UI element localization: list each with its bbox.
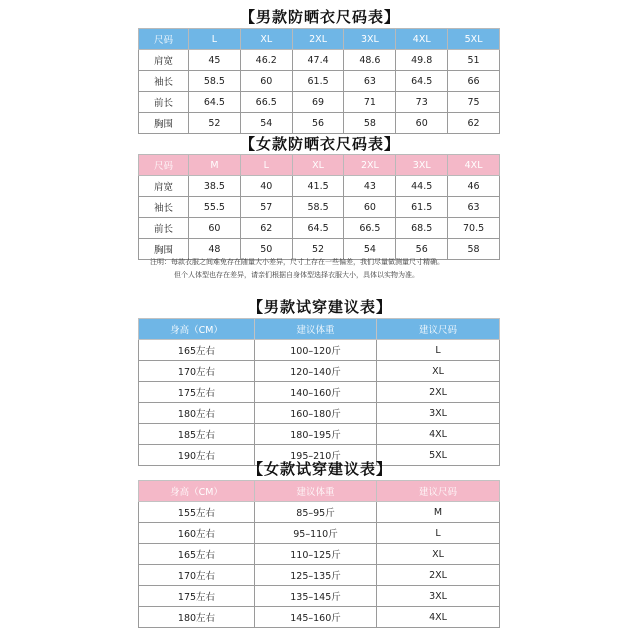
table-cell: 160左右 [139,523,255,544]
men-size-title: 【男款防晒衣尺码表】 [239,8,400,26]
women-size-header-row [139,155,500,176]
table-cell: 54 [240,113,292,134]
table-cell: 170左右 [139,565,255,586]
header-cell: 建议尺码 [377,319,500,340]
women-rec-title: 【女款试穿建议表】 [247,460,392,478]
table-cell: 58 [344,113,396,134]
women-size-title: 【女款防晒衣尺码表】 [239,135,400,153]
table-cell: 43 [344,176,396,197]
table-cell: 125–135斤 [255,565,377,586]
row-label: 胸围 [139,239,189,260]
table-cell: 160–180斤 [255,403,377,424]
table-cell: 38.5 [189,176,241,197]
table-cell: 190左右 [139,445,255,466]
table-cell: XL [377,361,500,382]
table-cell: 52 [292,239,344,260]
table-cell: 71 [344,92,396,113]
table-cell: 75 [448,92,500,113]
table-cell: 110–125斤 [255,544,377,565]
header-cell: XL [240,29,292,50]
women-size-table [138,154,500,260]
table-cell: 4XL [377,424,500,445]
table-cell: 3XL [377,586,500,607]
table-cell: 48.6 [344,50,396,71]
row-label: 前长 [139,218,189,239]
table-row [139,403,500,424]
men-rec-header-row [139,319,500,340]
table-cell: 64.5 [189,92,241,113]
table-cell: 68.5 [396,218,448,239]
note-line-2: 但个人体型也存在差异，请亲们根据自身体型选择衣服大小，具体以实物为准。 [174,271,419,279]
table-cell: 175左右 [139,586,255,607]
women-rec-header-row [139,481,500,502]
table-cell: L [377,340,500,361]
table-row [139,197,500,218]
table-cell: 44.5 [396,176,448,197]
table-cell: 58.5 [292,197,344,218]
header-cell: 5XL [448,29,500,50]
table-cell: 165左右 [139,340,255,361]
table-cell: 85–95斤 [255,502,377,523]
table-cell: 51 [448,50,500,71]
table-row [139,92,500,113]
header-cell: 尺码 [139,29,189,50]
table-cell: XL [377,544,500,565]
header-cell: XL [292,155,344,176]
table-cell: 155左右 [139,502,255,523]
table-cell: 45 [189,50,241,71]
row-label: 前长 [139,92,189,113]
table-cell: 70.5 [448,218,500,239]
table-cell: 41.5 [292,176,344,197]
men-size-header-row [139,29,500,50]
table-cell: 54 [344,239,396,260]
row-label: 袖长 [139,197,189,218]
table-cell: 46 [448,176,500,197]
table-row [139,502,500,523]
table-cell: 5XL [377,445,500,466]
table-row [139,523,500,544]
men-rec-table [138,318,500,466]
table-row [139,544,500,565]
table-cell: 56 [396,239,448,260]
table-cell: 48 [189,239,241,260]
table-cell: 120–140斤 [255,361,377,382]
header-cell: 尺码 [139,155,189,176]
table-cell: 61.5 [292,71,344,92]
table-cell: 56 [292,113,344,134]
table-cell: 58 [448,239,500,260]
table-cell: 57 [240,197,292,218]
note-line-1: 注明：每款衣服之间难免存在随量大小差异，尺寸上存在一些偏差，我们尽量做测量尺寸精确。 [150,258,444,266]
table-cell: 170左右 [139,361,255,382]
header-cell: 建议体重 [255,319,377,340]
header-cell: 3XL [344,29,396,50]
table-row [139,565,500,586]
table-cell: 73 [396,92,448,113]
table-cell: 55.5 [189,197,241,218]
table-cell: 60 [240,71,292,92]
table-cell: 66.5 [344,218,396,239]
table-row [139,586,500,607]
table-cell: 60 [396,113,448,134]
table-row [139,176,500,197]
table-cell: 4XL [377,607,500,628]
table-cell: 180左右 [139,607,255,628]
table-row [139,382,500,403]
table-cell: 95–110斤 [255,523,377,544]
header-cell: 身高（CM） [139,319,255,340]
table-cell: 66.5 [240,92,292,113]
header-cell: 3XL [396,155,448,176]
table-cell: 40 [240,176,292,197]
table-cell: 52 [189,113,241,134]
table-cell: 63 [448,197,500,218]
table-cell: 175左右 [139,382,255,403]
table-cell: 2XL [377,382,500,403]
table-cell: 60 [189,218,241,239]
table-row [139,424,500,445]
table-cell: 145–160斤 [255,607,377,628]
table-cell: 180左右 [139,403,255,424]
table-cell: 47.4 [292,50,344,71]
header-cell: 身高（CM） [139,481,255,502]
row-label: 袖长 [139,71,189,92]
table-cell: 3XL [377,403,500,424]
row-label: 胸围 [139,113,189,134]
table-cell: 63 [344,71,396,92]
table-cell: 135–145斤 [255,586,377,607]
table-cell: 180–195斤 [255,424,377,445]
table-cell: 140–160斤 [255,382,377,403]
header-cell: 4XL [448,155,500,176]
table-cell: 66 [448,71,500,92]
header-cell: 2XL [292,29,344,50]
header-cell: 4XL [396,29,448,50]
table-row [139,361,500,382]
header-cell: L [189,29,241,50]
women-rec-table [138,480,500,628]
header-cell: M [189,155,241,176]
table-row [139,113,500,134]
table-cell: 185左右 [139,424,255,445]
row-label: 肩宽 [139,176,189,197]
table-cell: 50 [240,239,292,260]
table-cell: 58.5 [189,71,241,92]
size-note [150,256,570,282]
table-cell: L [377,523,500,544]
table-row [139,218,500,239]
row-label: 肩宽 [139,50,189,71]
table-cell: 69 [292,92,344,113]
table-cell: M [377,502,500,523]
men-size-table [138,28,500,134]
table-cell: 165左右 [139,544,255,565]
table-cell: 62 [448,113,500,134]
table-cell: 100–120斤 [255,340,377,361]
table-cell: 64.5 [292,218,344,239]
header-cell: 建议体重 [255,481,377,502]
table-cell: 64.5 [396,71,448,92]
table-row [139,50,500,71]
table-row [139,340,500,361]
header-cell: 建议尺码 [377,481,500,502]
table-row [139,71,500,92]
table-cell: 46.2 [240,50,292,71]
header-cell: L [240,155,292,176]
table-cell: 49.8 [396,50,448,71]
men-rec-title: 【男款试穿建议表】 [247,298,392,316]
table-cell: 2XL [377,565,500,586]
table-cell: 62 [240,218,292,239]
table-cell: 61.5 [396,197,448,218]
header-cell: 2XL [344,155,396,176]
table-cell: 60 [344,197,396,218]
table-cell: 195–210斤 [255,445,377,466]
table-row [139,607,500,628]
